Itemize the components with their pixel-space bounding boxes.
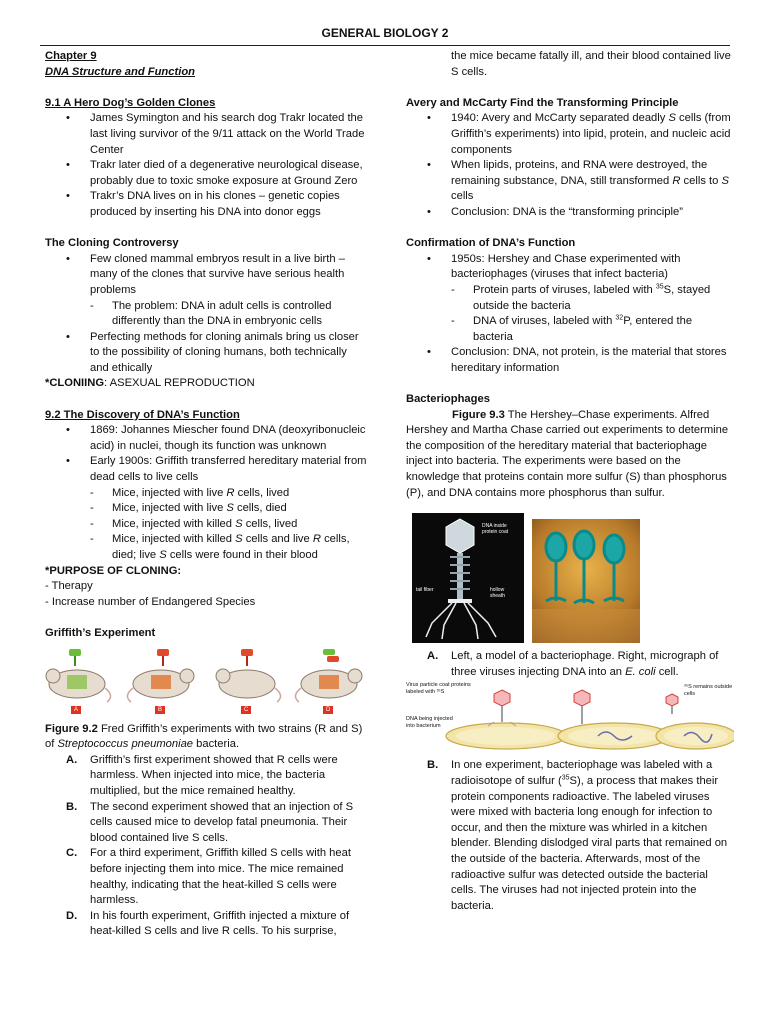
griffith-list — [45, 753, 367, 940]
panel-label: C — [241, 706, 251, 714]
list-item: • Conclusion: DNA is the “transforming principle” — [406, 205, 734, 221]
list-item: B. The second experiment showed that an injection of S cells caused mice to develop fatal pneumonia. Their blood contained live S cells. — [66, 800, 354, 844]
section-9-2-heading: 9.2 The Discovery of DNA’s Function — [45, 408, 240, 421]
avery-heading: Avery and McCarty Find the Transforming Principle — [406, 96, 679, 109]
griffith-illustration — [45, 648, 365, 716]
panel-label: D — [323, 706, 333, 714]
cloning-list — [45, 252, 367, 377]
confirmation-heading: Confirmation of DNA’s Function — [406, 237, 576, 250]
hershey-chase-diagram — [406, 682, 734, 752]
phage-micrograph-image — [532, 519, 640, 643]
bacteriophages-heading: Bacteriophages — [406, 393, 490, 406]
header-rule — [40, 45, 730, 46]
list-item: A. Left, a model of a bacteriophage. Right, micrograph of three viruses injecting DNA into an E. coli cell. — [427, 650, 719, 678]
chapter-title: DNA Structure and Function — [45, 65, 195, 78]
label-dna-injected: DNA being injected into bacterium — [406, 716, 453, 730]
list-item: • Perfecting methods for cloning animals bring us closer to the possibility of cloning humans, both technically and ethically — [45, 330, 367, 377]
label-hollow-sheath: hollow sheath — [490, 587, 506, 600]
sub-item: - DNA of viruses, labeled with $^{32}$P, entered the bacteria — [451, 314, 734, 345]
list-item: • When lipids, proteins, and RNA were destroyed, the remaining substance, DNA, still transformed R cells to S cells — [406, 158, 734, 205]
griffith-figure — [45, 648, 367, 718]
chapter-number: Chapter 9 — [45, 50, 97, 62]
sub-item: - The problem: DNA in adult cells is controlled differently than the DNA in embryonic cells — [90, 299, 367, 330]
confirmation-list — [406, 252, 734, 377]
phage-item-b — [406, 758, 734, 914]
purpose-item: - Therapy — [45, 580, 93, 593]
left-column — [45, 49, 367, 940]
phage-images — [406, 513, 734, 661]
label-tail-fiber: tail fiber — [416, 587, 434, 594]
list-item: • Early 1900s: Griffith transferred hereditary material from dead cells to live cells - Mice, injected with live R cells, lived - Mice, injected with live S cells, died - Mice, injected with killed S cells, lived - Mice, injected with killed S cells and live R cells, died; live S cells were found in their blood — [45, 454, 367, 563]
panel-label: B — [155, 706, 165, 714]
list-item: • 1869: Johannes Miescher found DNA (deoxyribonucleic acid) in nuclei, though its function was unknown — [45, 423, 367, 454]
list-item: A. Griffith’s first experiment showed that R cells were harmless. When injected into mice, the bacteria multiplied, but the mice remained healthy. — [66, 753, 338, 797]
sub-item: - Mice, injected with live S cells, died — [90, 501, 367, 517]
sub-item: - Mice, injected with live R cells, lived — [90, 486, 367, 502]
purpose-heading: *PURPOSE OF CLONING: — [45, 564, 182, 577]
griffith-heading: Griffith’s Experiment — [45, 626, 156, 639]
section-9-1-heading: 9.1 A Hero Dog’s Golden Clones — [45, 96, 216, 109]
avery-list — [406, 111, 734, 220]
list-item: • 1940: Avery and McCarty separated deadly S cells (from Griffith’s experiments) into lipid, protein, and nucleic acid components — [406, 111, 734, 158]
label-remains-outside: ³⁵S remains outside cells — [684, 684, 733, 698]
list-item: • Few cloned mammal embryos result in a live birth – many of the clones that survive have serious health problems - The problem: DNA in adult cells is controlled differently than the DNA in embryonic cells — [45, 252, 367, 330]
list-item: D. In his fourth experiment, Griffith injected a mixture of heat-killed S cells and live R cells. To his surprise, — [66, 909, 350, 938]
continued-text: the mice became fatally ill, and their blood contained live S cells. — [451, 50, 731, 78]
cloning-note: *CLONIING: ASEXUAL REPRODUCTION — [45, 377, 255, 390]
label-dna-coat: DNA inside protein coat — [482, 523, 509, 536]
figure-9-3-text: Figure 9.3 The Hershey–Chase experiments. Alfred Hershey and Martha Chase carried out experiments to determine the composition of the hereditary material that bacteriophage inject into bacteria. The experiments were based on the knowledge that proteins contain more sulfur (S) than phosphorus (P), and DNA contains more phosphorus than sulfur. — [406, 408, 729, 499]
list-item: • Trakr’s DNA lives on in his clones – genetic copies produced by inserting his DNA into donor eggs — [45, 189, 367, 220]
label-coat-proteins: Virus particle coat proteins labeled with ³⁵S — [406, 682, 471, 696]
sub-item: - Mice, injected with killed S cells and live R cells, died; live S cells were found in their blood — [90, 532, 367, 563]
list-item: • 1950s: Hershey and Chase experimented with bacteriophages (viruses that infect bacteria) - Protein parts of viruses, labeled with $^{35}$S, stayed outside the bacteria - DNA of viruses, labeled with $^{32}$P, entered the bacteria — [406, 252, 734, 346]
purpose-item: - Increase number of Endangered Species — [45, 595, 256, 608]
panel-label: A — [71, 706, 81, 714]
phage-item-a — [406, 649, 734, 680]
page-header: GENERAL BIOLOGY 2 — [321, 26, 449, 40]
list-item: C. For a third experiment, Griffith killed S cells with heat before injecting them into mice. The mice remained healthy, indicating that the heat-killed S cells were harmless. — [66, 847, 351, 907]
list-item: • James Symington and his search dog Trakr located the last living survivor of the 9/11 attack on the World Trade Center — [45, 111, 367, 158]
griffith-caption: Figure 9.2 Fred Griffith’s experiments with two strains (R and S) of Streptococcus pneumoniae bacteria. — [45, 722, 363, 751]
phage-model-image — [412, 513, 524, 643]
list-item: B. In one experiment, bacteriophage was labeled with a radioisotope of sulfur ($^{35}$S), a process that makes their protein components radioactive. The labeled viruses were mixed with bacteria long enough for infection to occur, and then the mixture was whirled in a kitchen blender. Blending dislodged viral parts that remained on the outside of the bacteria. Afterwards, most of the radioactive sulfur was detected outside the bacterial cells. The viruses had not injected protein into the bacteria. — [427, 759, 728, 912]
list-item: • Trakr later died of a degenerative neurological disease, probably due to toxic smoke exposure at Ground Zero — [45, 158, 367, 189]
right-column — [406, 49, 734, 914]
section-9-1-list — [45, 111, 367, 220]
cloning-heading: The Cloning Controversy — [45, 237, 179, 250]
list-item: • Conclusion: DNA, not protein, is the material that stores hereditary information — [406, 345, 734, 376]
sub-item: - Protein parts of viruses, labeled with $^{35}$S, stayed outside the bacteria — [451, 283, 734, 314]
section-9-2-list — [45, 423, 367, 563]
sub-item: - Mice, injected with killed S cells, lived — [90, 517, 367, 533]
